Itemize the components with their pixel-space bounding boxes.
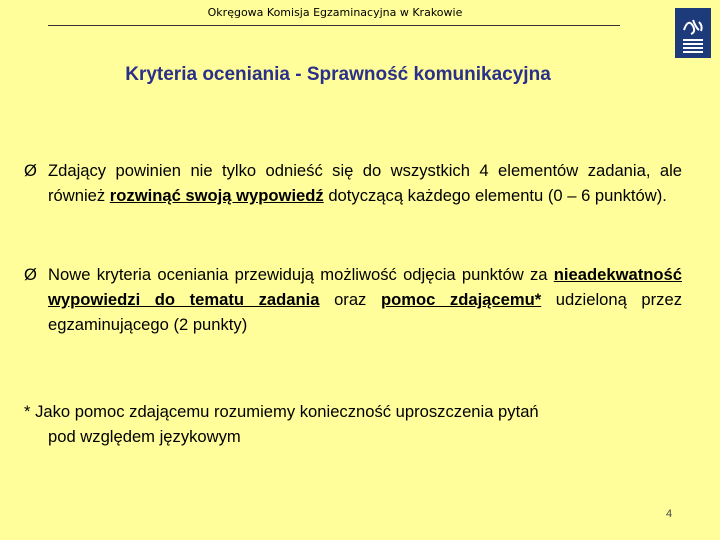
- oke-logo-icon: [675, 8, 711, 58]
- emphasis-text: nieadekwatność wypowiedzi do tematu zadania: [48, 265, 682, 309]
- bullet-text-segment: dotyczącą każdego elementu (0 – 6 punktów).: [323, 186, 667, 205]
- emphasis-text: rozwinąć swoją wypowiedź: [109, 186, 324, 205]
- slide-title: Kryteria oceniania - Sprawność komunikacyjna: [125, 64, 551, 85]
- bullet-text-segment: udzieloną przez egzaminującego (2 punkty): [48, 290, 682, 334]
- emphasis-text: pomoc zdającemu*: [380, 290, 542, 309]
- header-divider: [48, 25, 620, 26]
- page-number: 4: [666, 508, 673, 520]
- bullet-item-2: [24, 262, 682, 337]
- bullet-text-2: [48, 262, 682, 337]
- bullet-text-segment: Nowe kryteria oceniania przewidują możliwość odjęcia punktów za: [48, 265, 554, 284]
- bullet-text-segment: oraz: [319, 290, 381, 309]
- arrow-bullet-icon: Ø: [24, 161, 37, 180]
- bullet-text-1: [48, 158, 682, 208]
- bullet-text-segment: Zdający powinien nie tylko odnieść się do wszystkich 4 elementów zadania, ale również: [48, 161, 682, 205]
- header-institution: Okręgowa Komisja Egzaminacyjna w Krakowie: [207, 6, 463, 19]
- footnote: [24, 399, 682, 449]
- arrow-bullet-icon: Ø: [24, 265, 37, 284]
- footnote-line-2: pod względem językowym: [48, 427, 241, 446]
- bullet-item-1: [24, 158, 682, 208]
- footnote-line-1: * Jako pomoc zdającemu rozumiemy konieczność uproszczenia pytań: [24, 402, 539, 421]
